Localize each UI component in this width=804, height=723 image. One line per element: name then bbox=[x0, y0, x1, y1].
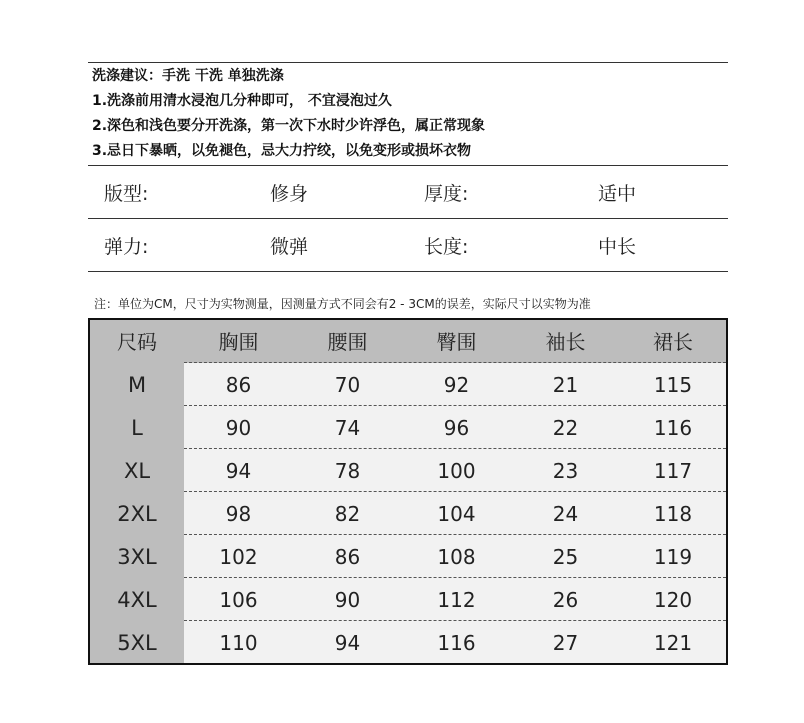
table-cell: 94 bbox=[334, 631, 361, 655]
table-cell: 21 bbox=[552, 373, 579, 397]
table-cell: 121 bbox=[653, 631, 693, 655]
table-cell: 112 bbox=[437, 588, 476, 612]
wash-title: 洗涤建议：手洗 干洗 单独洗涤 bbox=[92, 68, 284, 84]
wash-line-2: 2.深色和浅色要分开洗涤，第一次下水时少许浮色，属正常现象 bbox=[92, 118, 486, 134]
size-label: 5XL bbox=[117, 631, 157, 655]
table-cell: 70 bbox=[334, 373, 361, 397]
table-cell: 100 bbox=[437, 459, 476, 483]
size-label: 2XL bbox=[117, 502, 157, 526]
table-cell: 108 bbox=[437, 545, 476, 569]
header-cell: 袖长 bbox=[545, 330, 586, 354]
table-cell: 118 bbox=[653, 502, 693, 526]
spec-value-thickness: 适中 bbox=[598, 183, 637, 205]
size-label: 4XL bbox=[117, 588, 157, 612]
size-table bbox=[88, 318, 728, 665]
table-cell: 86 bbox=[334, 545, 361, 569]
header-cell: 尺码 bbox=[117, 330, 157, 354]
header-cell: 胸围 bbox=[218, 330, 259, 354]
header-cell: 裙长 bbox=[653, 330, 693, 354]
table-cell: 104 bbox=[437, 502, 476, 526]
table-cell: 110 bbox=[219, 631, 258, 655]
table-cell: 94 bbox=[225, 459, 252, 483]
spec-label-length: 长度: bbox=[424, 236, 469, 258]
spec-row-fit bbox=[88, 166, 728, 219]
table-cell: 98 bbox=[225, 502, 252, 526]
spec-value-length: 中长 bbox=[598, 236, 637, 258]
spec-label-fit: 版型: bbox=[104, 183, 149, 205]
table-cell: 116 bbox=[437, 631, 476, 655]
table-cell: 116 bbox=[653, 416, 693, 440]
measurement-note: 注：单位为CM，尺寸为实物测量，因测量方式不同会有2 - 3CM的误差，实际尺寸以实物为准 bbox=[94, 297, 591, 311]
table-cell: 120 bbox=[653, 588, 693, 612]
spec-section bbox=[88, 166, 728, 272]
table-cell: 74 bbox=[334, 416, 361, 440]
wash-line-3: 3.忌日下暴晒，以免褪色，忌大力拧绞，以免变形或损坏衣物 bbox=[92, 143, 472, 159]
table-cell: 24 bbox=[552, 502, 579, 526]
header-cell: 臀围 bbox=[436, 330, 477, 354]
table-cell: 90 bbox=[334, 588, 361, 612]
table-cell: 25 bbox=[552, 545, 579, 569]
spec-label-stretch: 弹力: bbox=[104, 236, 149, 258]
spec-row-stretch bbox=[88, 219, 728, 272]
size-label: M bbox=[127, 373, 147, 397]
wash-line-1: 1.洗涤前用清水浸泡几分种即可， 不宜浸泡过久 bbox=[92, 93, 392, 109]
size-label: L bbox=[131, 416, 143, 440]
table-cell: 106 bbox=[219, 588, 258, 612]
table-cell: 115 bbox=[653, 373, 693, 397]
table-cell: 90 bbox=[225, 416, 252, 440]
washing-instructions bbox=[88, 62, 728, 166]
table-cell: 92 bbox=[443, 373, 470, 397]
table-cell: 86 bbox=[225, 373, 252, 397]
table-cell: 78 bbox=[334, 459, 361, 483]
table-cell: 119 bbox=[653, 545, 693, 569]
table-cell: 102 bbox=[219, 545, 258, 569]
table-cell: 96 bbox=[443, 416, 470, 440]
table-cell: 117 bbox=[653, 459, 693, 483]
table-cell: 23 bbox=[552, 459, 579, 483]
table-cell: 82 bbox=[334, 502, 361, 526]
spec-label-thickness: 厚度: bbox=[424, 183, 469, 205]
table-cell: 22 bbox=[552, 416, 579, 440]
spec-value-fit: 修身 bbox=[270, 183, 309, 205]
table-cell: 27 bbox=[552, 631, 579, 655]
table-cell: 26 bbox=[552, 588, 579, 612]
header-cell: 腰围 bbox=[327, 330, 368, 354]
spec-value-stretch: 微弹 bbox=[270, 236, 309, 258]
size-label: 3XL bbox=[117, 545, 157, 569]
size-label: XL bbox=[123, 459, 151, 483]
